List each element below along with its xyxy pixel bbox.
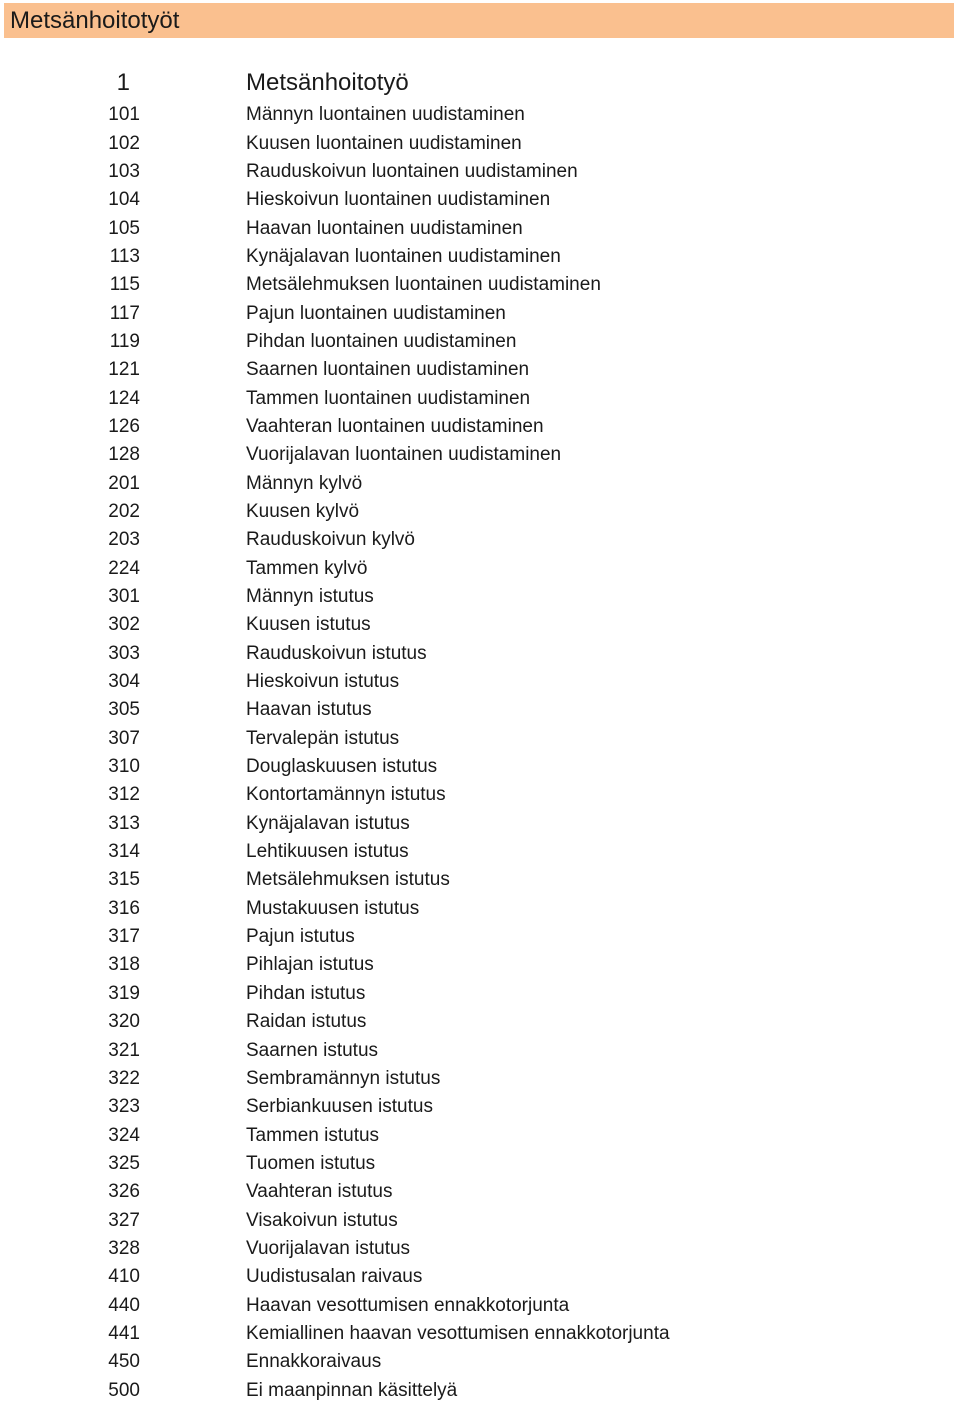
table-row [0, 1093, 960, 1121]
row-code: 103 [108, 160, 140, 182]
row-name: Vuorijalavan istutus [246, 1237, 411, 1259]
table-row [0, 1206, 960, 1234]
row-name: Metsälehmuksen istutus [246, 869, 450, 891]
table-row [0, 583, 960, 611]
table-row [0, 951, 960, 979]
row-code: 441 [108, 1322, 140, 1344]
row-code: 113 [109, 245, 140, 267]
row-name: Hieskoivun luontainen uudistaminen [246, 189, 551, 211]
row-code: 203 [108, 529, 140, 551]
row-code: 303 [108, 642, 140, 664]
table-row [0, 668, 960, 696]
row-code: 317 [108, 926, 140, 948]
row-name: Ei maanpinnan käsittelyä [246, 1379, 458, 1401]
row-name: Serbiankuusen istutus [246, 1096, 433, 1118]
row-code: 104 [108, 189, 140, 211]
row-name: Kuusen istutus [246, 614, 371, 636]
row-name: Pihdan luontainen uudistaminen [246, 330, 517, 352]
row-name: Sembramännyn istutus [246, 1067, 441, 1089]
row-code: 326 [108, 1181, 140, 1203]
row-name: Rauduskoivun kylvö [246, 529, 415, 551]
row-code: 301 [108, 586, 140, 608]
table-row [0, 1036, 960, 1064]
table-row [0, 980, 960, 1008]
row-code: 327 [108, 1209, 140, 1231]
row-code: 315 [108, 869, 140, 891]
row-code: 101 [108, 104, 140, 126]
row-code: 316 [108, 897, 140, 919]
row-code: 310 [108, 756, 140, 778]
row-name: Visakoivun istutus [246, 1209, 398, 1231]
row-code: 121 [108, 359, 140, 381]
row-code: 224 [108, 557, 140, 579]
table-row [0, 299, 960, 327]
row-name: Tuomen istutus [246, 1152, 376, 1174]
table-row [0, 271, 960, 299]
table-row [0, 441, 960, 469]
table-row [0, 1008, 960, 1036]
table-row [0, 1065, 960, 1093]
row-name: Kuusen luontainen uudistaminen [246, 132, 522, 154]
row-name: Metsälehmuksen luontainen uudistaminen [246, 274, 601, 296]
row-name: Tammen luontainen uudistaminen [246, 387, 531, 409]
row-code: 322 [108, 1067, 140, 1089]
table-row [0, 725, 960, 753]
row-name: Haavan vesottumisen ennakkotorjunta [246, 1294, 570, 1316]
row-code: 325 [108, 1152, 140, 1174]
row-name: Männyn istutus [246, 586, 374, 608]
row-name: Kynäjalavan istutus [246, 812, 410, 834]
row-code: 410 [108, 1266, 140, 1288]
table-row [0, 158, 960, 186]
table-row [0, 1178, 960, 1206]
table-row [0, 413, 960, 441]
row-code: 302 [108, 614, 140, 636]
row-name: Pihdan istutus [246, 982, 366, 1004]
table-row [0, 1348, 960, 1376]
row-code: 318 [108, 954, 140, 976]
row-code: 319 [108, 982, 140, 1004]
row-name: Männyn kylvö [246, 472, 363, 494]
table-row [0, 469, 960, 497]
row-name: Uudistusalan raivaus [246, 1266, 423, 1288]
row-code: 117 [109, 302, 140, 324]
row-name: Tervalepän istutus [246, 727, 400, 749]
row-name: Vaahteran luontainen uudistaminen [246, 415, 544, 437]
table-row [0, 1376, 960, 1404]
table-row [0, 866, 960, 894]
row-code: 314 [108, 841, 140, 863]
row-name: Männyn luontainen uudistaminen [246, 104, 525, 126]
row-name: Lehtikuusen istutus [246, 841, 409, 863]
row-code: 321 [108, 1039, 140, 1061]
row-name: Kynäjalavan luontainen uudistaminen [246, 245, 561, 267]
code-table [0, 64, 960, 1405]
title-bar [4, 3, 954, 38]
row-name: Kemiallinen haavan vesottumisen ennakkotorjunta [246, 1322, 670, 1344]
row-name: Pihlajan istutus [246, 954, 374, 976]
row-code: 124 [108, 387, 140, 409]
row-name: Pajun istutus [246, 926, 355, 948]
table-row [0, 611, 960, 639]
row-code: 202 [108, 500, 140, 522]
table-row [0, 810, 960, 838]
table-row [0, 1121, 960, 1149]
table-row [0, 895, 960, 923]
header-name: Metsänhoitotyö [246, 69, 409, 96]
table-row [0, 498, 960, 526]
row-code: 313 [108, 812, 140, 834]
row-name: Hieskoivun istutus [246, 671, 400, 693]
row-code: 324 [108, 1124, 140, 1146]
table-row [0, 1235, 960, 1263]
row-code: 305 [108, 699, 140, 721]
table-row [0, 356, 960, 384]
row-code: 500 [108, 1379, 140, 1401]
table-row [0, 1291, 960, 1319]
row-name: Rauduskoivun luontainen uudistaminen [246, 160, 578, 182]
table-row [0, 129, 960, 157]
table-row [0, 101, 960, 129]
row-name: Douglaskuusen istutus [246, 756, 438, 778]
row-code: 126 [108, 415, 140, 437]
row-code: 328 [108, 1237, 140, 1259]
row-name: Haavan istutus [246, 699, 372, 721]
header-code: 1 [116, 69, 130, 96]
row-name: Haavan luontainen uudistaminen [246, 217, 523, 239]
row-code: 128 [108, 444, 140, 466]
row-name: Tammen kylvö [246, 557, 368, 579]
row-code: 105 [108, 217, 140, 239]
row-name: Vuorijalavan luontainen uudistaminen [246, 444, 562, 466]
row-name: Kuusen kylvö [246, 500, 360, 522]
table-row [0, 214, 960, 242]
row-code: 440 [108, 1294, 140, 1316]
row-name: Kontortamännyn istutus [246, 784, 446, 806]
table-row [0, 328, 960, 356]
row-code: 307 [108, 727, 140, 749]
row-code: 323 [108, 1096, 140, 1118]
row-code: 201 [108, 472, 140, 494]
table-row [0, 526, 960, 554]
row-code: 304 [108, 671, 140, 693]
table-row [0, 384, 960, 412]
row-name: Tammen istutus [246, 1124, 380, 1146]
row-name: Saarnen istutus [246, 1039, 379, 1061]
row-name: Saarnen luontainen uudistaminen [246, 359, 530, 381]
row-name: Ennakkoraivaus [246, 1351, 382, 1373]
page-title: Metsänhoitotyöt [10, 6, 180, 34]
row-name: Mustakuusen istutus [246, 897, 420, 919]
table-row [0, 781, 960, 809]
table-row [0, 186, 960, 214]
row-code: 102 [108, 132, 140, 154]
table-row [0, 555, 960, 583]
table-row [0, 753, 960, 781]
table-row [0, 696, 960, 724]
table-row [0, 1263, 960, 1291]
row-name: Pajun luontainen uudistaminen [246, 302, 506, 324]
table-body [0, 101, 960, 1405]
table-header-row [0, 64, 960, 102]
table-row [0, 923, 960, 951]
row-name: Raidan istutus [246, 1011, 367, 1033]
row-code: 312 [108, 784, 140, 806]
row-code: 320 [108, 1011, 140, 1033]
table-row [0, 243, 960, 271]
table-row [0, 1320, 960, 1348]
row-name: Vaahteran istutus [246, 1181, 393, 1203]
table-row [0, 1150, 960, 1178]
row-code: 450 [108, 1351, 140, 1373]
row-code: 119 [109, 330, 140, 352]
row-name: Rauduskoivun istutus [246, 642, 427, 664]
row-code: 115 [109, 274, 140, 296]
table-row [0, 838, 960, 866]
table-row [0, 640, 960, 668]
